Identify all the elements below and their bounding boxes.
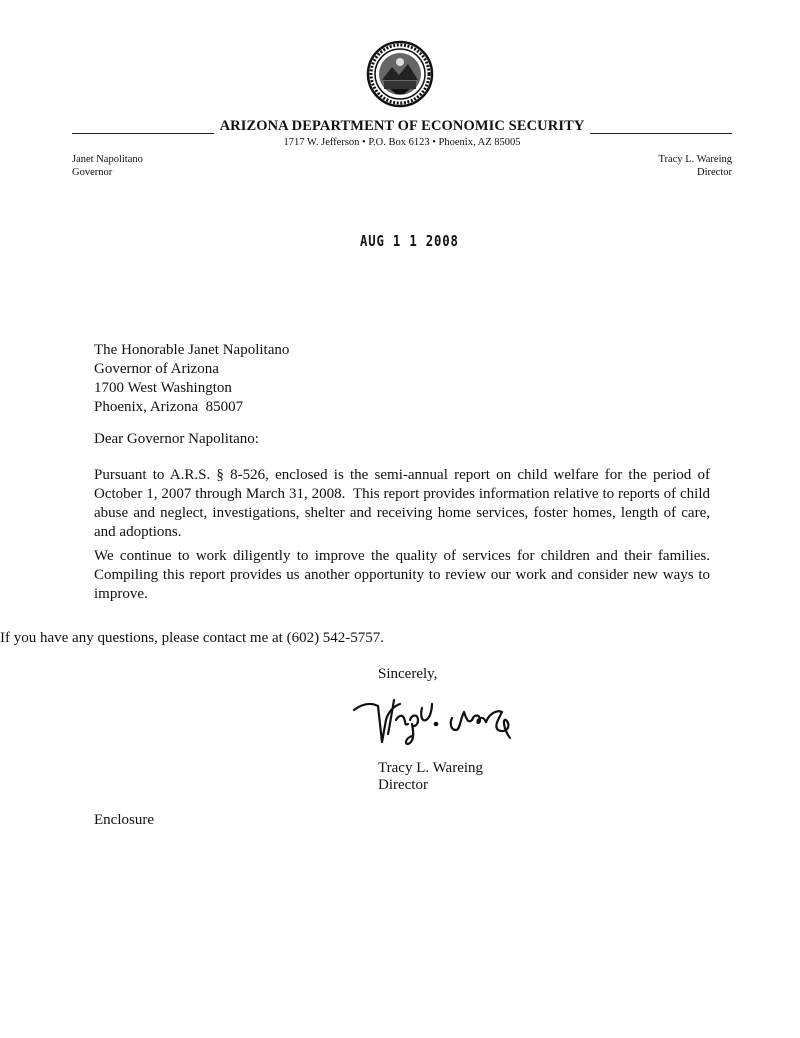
director-title: Director: [697, 167, 732, 178]
signer-name: Tracy L. Wareing: [378, 760, 484, 776]
department-name: ARIZONA DEPARTMENT OF ECONOMIC SECURITY: [219, 118, 585, 134]
handwritten-signature: [348, 690, 524, 748]
salutation: Dear Governor Napolitano:: [94, 431, 259, 447]
recipient-address: [94, 341, 289, 417]
director-name: Tracy L. Wareing: [658, 154, 732, 165]
body-paragraph: We continue to work diligently to improve the quality of services for children and their families. Compiling this report provides us another opportunity to review our work and consider new ways to improve.: [94, 548, 710, 602]
recipient-line: The Honorable Janet Napolitano: [94, 342, 290, 358]
department-address: 1717 W. Jefferson • P.O. Box 6123 • Phoenix, AZ 85005: [283, 137, 521, 148]
date-stamp: AUG 1 1 2008: [360, 232, 459, 250]
state-seal-icon: [366, 40, 434, 108]
recipient-line: 1700 West Washington: [94, 380, 232, 396]
recipient-line: Governor of Arizona: [94, 361, 219, 377]
signer-title: Director: [378, 777, 428, 793]
body-paragraph: Pursuant to A.R.S. § 8-526, enclosed is the semi-annual report on child welfare for the period of October 1, 2007 through March 31, 2008. This report provides information relative to reports of child abuse and neglect, investigations, shelter and receiving home services, foster homes, length of care, and adoptions.: [94, 467, 714, 540]
body-paragraph: If you have any questions, please contact me at (602) 542-5757.: [0, 630, 385, 646]
recipient-line: Phoenix, Arizona 85007: [94, 399, 244, 415]
governor-title: Governor: [72, 167, 113, 178]
header-rule-right: [590, 133, 732, 134]
governor-name: Janet Napolitano: [72, 154, 143, 165]
enclosure-note: Enclosure: [94, 812, 154, 828]
closing: Sincerely,: [378, 666, 438, 682]
header-rule-left: [72, 133, 214, 134]
